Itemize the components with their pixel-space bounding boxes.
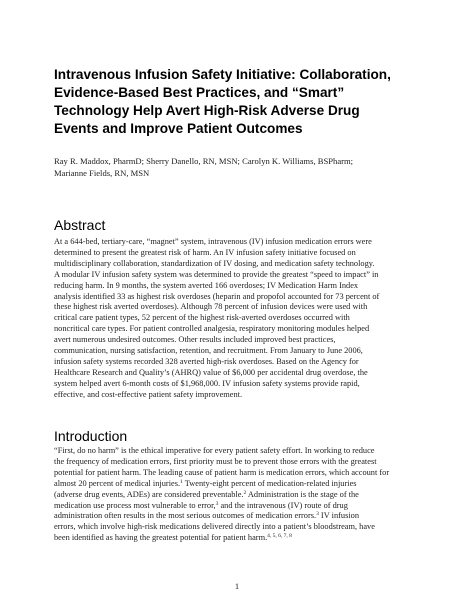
- line-text: (adverse drug events, ADEs) are considered preventable.: [54, 489, 244, 499]
- citation-superscript: 2: [243, 489, 247, 496]
- citation-superscript: 1: [180, 478, 183, 485]
- abstract-line: multidisciplinary collaboration, standardization of IV dosing, and medication safety technology.: [54, 258, 375, 268]
- introduction-line: [54, 490, 444, 501]
- introduction-line: [54, 446, 444, 457]
- abstract-line: infusion safety systems recorded 328 averted high-risk overdoses. Based on the Agency for: [54, 356, 359, 366]
- citation-superscript: 3: [316, 511, 319, 518]
- line-text: and the intravenous (IV) route of drug: [218, 500, 348, 510]
- abstract-line: Healthcare Research and Quality’s (AHRQ) value of $6,000 per accidental drug overdose, the: [54, 367, 368, 377]
- author-list: [54, 155, 434, 179]
- citation-superscript: 4, 5, 6, 7, 8: [267, 533, 292, 540]
- line-text: Twenty-eight percent of medication-related injuries: [182, 478, 357, 488]
- line-text: Administration is the stage of the: [246, 489, 359, 499]
- line-text: IV infusion: [318, 511, 360, 521]
- citation-superscript: 3: [215, 500, 219, 507]
- abstract-line: avert numerous undesired outcomes. Other results included improved best practices,: [54, 335, 336, 345]
- title-line: Intravenous Infusion Safety Initiative: Collaboration,: [54, 67, 391, 82]
- introduction-line: [54, 501, 444, 512]
- introduction-line: [54, 511, 444, 522]
- line-text: errors, which involve high-risk medications delivered directly into a patient’s bloodstream, have: [54, 522, 375, 532]
- introduction-line: [54, 522, 444, 533]
- line-text: almost 20 percent of medical injuries.: [54, 478, 181, 488]
- abstract-line: these highest risk averted overdoses). Although 78 percent of infusion devices were used with: [54, 302, 368, 312]
- author-line: Ray R. Maddox, PharmD; Sherry Danello, RN, MSN; Carolyn K. Williams, BSPharm;: [54, 156, 354, 166]
- abstract-body: [54, 237, 444, 401]
- introduction-line: [54, 468, 444, 479]
- abstract-line: communication, nursing satisfaction, retention, and recruitment. From January to June 2006,: [54, 346, 363, 356]
- introduction-line: [54, 457, 444, 468]
- line-text: potential for patient harm. The leading cause of patient harm is medication errors, which account for: [54, 467, 390, 477]
- introduction-body: [54, 446, 444, 544]
- title-line: Evidence-Based Best Practices, and “Smart”: [54, 85, 345, 100]
- author-line: Marianne Fields, RN, MSN: [54, 168, 150, 178]
- abstract-line: analysis identified 33 as highest risk overdoses (heparin and propofol accounted for 73 percent of: [54, 291, 380, 301]
- abstract-line: reducing harm. In 9 months, the system averted 166 overdoses; IV Medication Harm Index: [54, 280, 359, 290]
- paper-title: [54, 66, 434, 138]
- line-text: medication use process most vulnerable to error,: [54, 500, 216, 510]
- line-text: been identified as having the greatest potential for patient harm.: [54, 533, 268, 543]
- abstract-line: noncritical care types. For patient controlled analgesia, respiratory monitoring modules helped: [54, 324, 370, 334]
- title-line: Technology Help Avert High-Risk Adverse Drug: [54, 103, 360, 118]
- abstract-line: critical care patient types, 52 percent of the highest risk-averted overdoses occurred with: [54, 313, 350, 323]
- title-line: Events and Improve Patient Outcomes: [54, 121, 303, 136]
- abstract-line: At a 644-bed, tertiary-care, “magnet” system, intravenous (IV) infusion medication errors were: [54, 237, 372, 246]
- abstract-line: effective, and cost-effective patient safety improvement.: [54, 389, 243, 399]
- line-text: “First, do no harm” is the ethical imperative for every patient safety effort. In working to reduce: [54, 446, 375, 455]
- line-text: administration often results in the most serious outcomes of medication errors.: [54, 511, 317, 521]
- line-text: the frequency of medication errors, first priority must be to prevent those errors with the greatest: [54, 456, 377, 466]
- abstract-line: determined to present the greatest risk of harm. An IV infusion safety initiative focused on: [54, 247, 356, 257]
- introduction-heading: Introduction: [54, 428, 128, 444]
- page-number: 1: [234, 581, 240, 591]
- introduction-line: [54, 533, 444, 544]
- abstract-heading: Abstract: [54, 217, 106, 233]
- abstract-line: A modular IV infusion safety system was determined to provide the greatest “speed to impact” in: [54, 269, 379, 279]
- introduction-line: [54, 479, 444, 490]
- abstract-line: system helped avert 6-month costs of $1,968,000. IV infusion safety systems provide rapid,: [54, 378, 360, 388]
